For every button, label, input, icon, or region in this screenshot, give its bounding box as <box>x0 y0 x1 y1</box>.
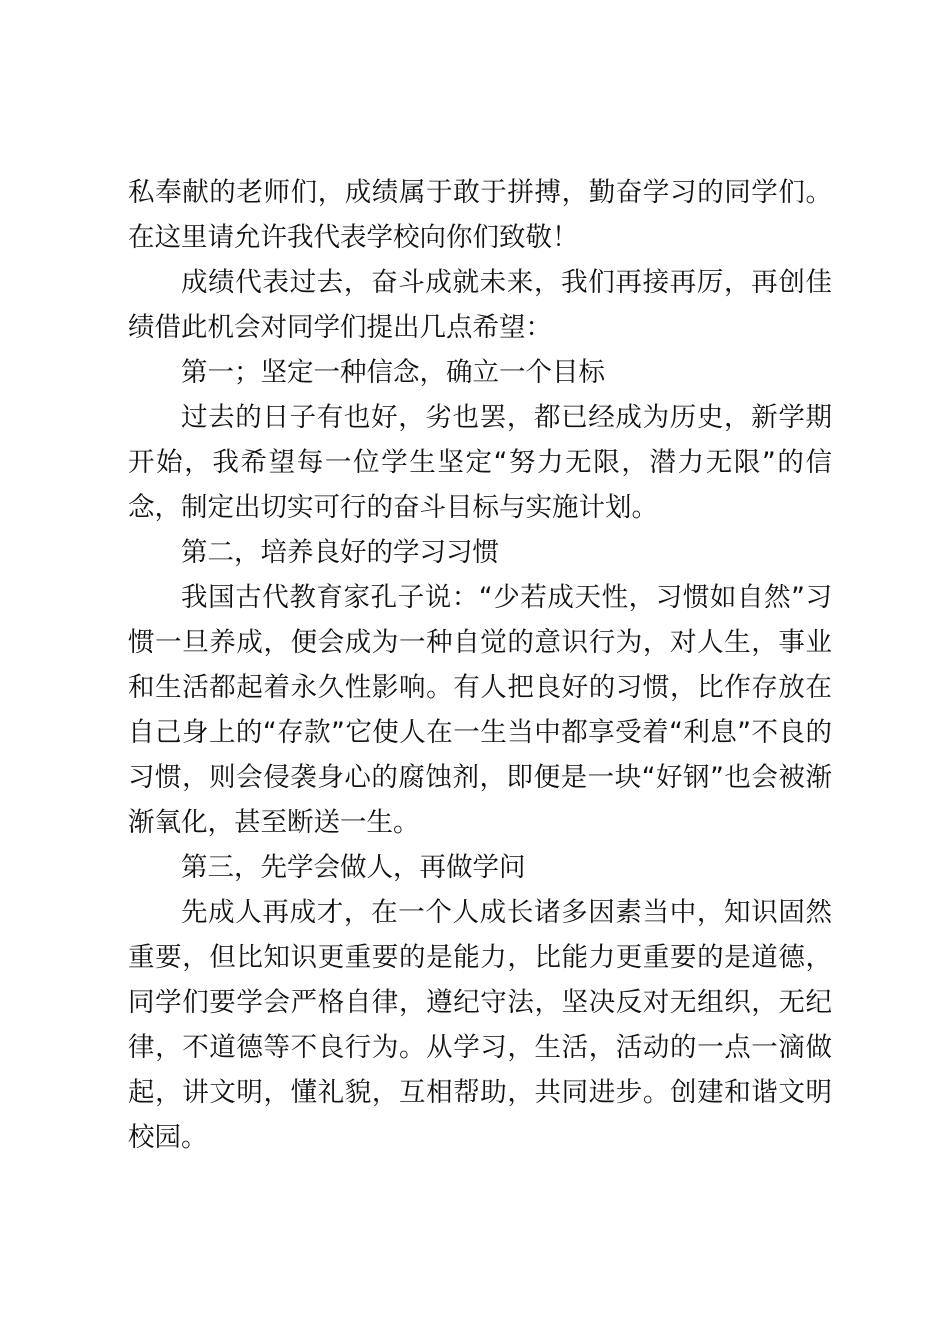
section-heading-third: 第三，先学会做人，再做学问 <box>181 852 526 883</box>
section-heading-second: 第二，培养良好的学习习惯 <box>181 537 499 568</box>
section-heading-first: 第一；坚定一种信念，确立一个目标 <box>181 357 605 388</box>
paragraph-second: 我国古代教育家孔子说：“少若成天性，习惯如自然”习惯一旦养成，便会成为一种自觉的意识行为，对人生，事业和生活都起着永久性影响。有人把良好的习惯，比作存放在自己身上的“存款”它使人在一生当中都享受着“利息”不良的习惯，则会侵袭身心的腐蚀剂，即便是一块“好钢”也会被渐渐氧化，甚至断送一生。 <box>128 582 832 838</box>
paragraph-continuation: 私奉献的老师们，成绩属于敢于拼搏，勤奋学习的同学们。在这里请允许我代表学校向你们致敬！ <box>128 177 832 253</box>
paragraph-first: 过去的日子有也好，劣也罢，都已经成为历史，新学期开始，我希望每一位学生坚定“努力无限，潜力无限”的信念，制定出切实可行的奋斗目标与实施计划。 <box>128 402 832 523</box>
paragraph-third: 先成人再成才，在一个人成长诸多因素当中，知识固然重要，但比知识更重要的是能力，比能力更重要的是道德，同学们要学会严格自律，遵纪守法，坚决反对无组织，无纪律，不道德等不良行为。从学习，生活，活动的一点一滴做起，讲文明，懂礼貌，互相帮助，共同进步。创建和谐文明校园。 <box>128 897 832 1153</box>
paragraph-intro-hopes: 成绩代表过去，奋斗成就未来，我们再接再厉，再创佳绩借此机会对同学们提出几点希望： <box>128 267 832 343</box>
document-body <box>128 170 832 1160</box>
